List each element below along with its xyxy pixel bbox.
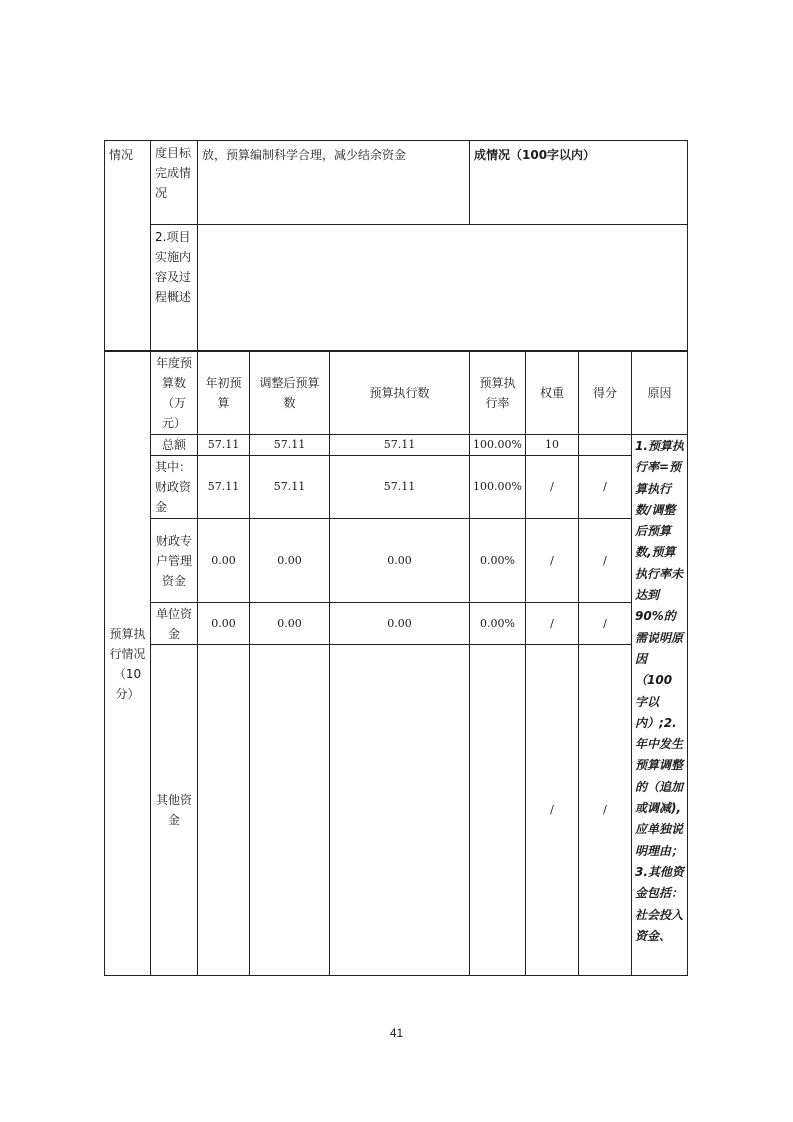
row-total-score xyxy=(579,435,632,456)
row-special-account-initial: 0.00 xyxy=(198,519,250,603)
row-unit-funds-executed: 0.00 xyxy=(330,603,470,645)
implementation-label: 2.项目实施内容及过程概述 xyxy=(151,225,198,351)
header-initial-budget: 年初预算 xyxy=(198,352,250,435)
header-executed: 预算执行数 xyxy=(330,352,470,435)
header-score: 得分 xyxy=(579,352,632,435)
row-unit-funds-label: 单位资金 xyxy=(151,603,198,645)
row-special-account-executed: 0.00 xyxy=(330,519,470,603)
goal-completion-note: 成情况（100字以内） xyxy=(470,141,688,225)
row-unit-funds-rate: 0.00% xyxy=(470,603,526,645)
reason-note: 1.预算执行率=预算执行数/调整后预算数,预算执行率未达到90%的需说明原因（100字以内）;2.年中发生预算调整的（追加或调减),应单独说明理由；3.其他资金包括：社会投入资金、 xyxy=(632,435,688,976)
header-annual-budget: 年度预算数（万元） xyxy=(151,352,198,435)
row-unit-funds-adjusted: 0.00 xyxy=(250,603,330,645)
row-other-funds-initial xyxy=(198,645,250,976)
implementation-content xyxy=(198,225,688,351)
row-unit-funds-initial: 0.00 xyxy=(198,603,250,645)
section-label-situation: 情况 xyxy=(105,141,151,351)
row-other-funds-weight: / xyxy=(526,645,579,976)
row-other-funds-adjusted xyxy=(250,645,330,976)
row-fiscal-weight: / xyxy=(526,456,579,519)
row-total-weight: 10 xyxy=(526,435,579,456)
goal-completion-label: 度目标完成情况 xyxy=(151,141,198,225)
row-special-account-score: / xyxy=(579,519,632,603)
row-unit-funds-weight: / xyxy=(526,603,579,645)
row-other-funds-executed xyxy=(330,645,470,976)
row-other-funds-rate xyxy=(470,645,526,976)
header-adjusted-budget: 调整后预算数 xyxy=(250,352,330,435)
goal-completion-text: 放，预算编制科学合理，减少结余资金 xyxy=(198,141,470,225)
section-label-budget-execution: 预算执行情况（10分） xyxy=(105,352,151,976)
header-reason: 原因 xyxy=(632,352,688,435)
row-other-funds-score: / xyxy=(579,645,632,976)
row-other-funds-label: 其他资金 xyxy=(151,645,198,976)
row-fiscal-adjusted: 57.11 xyxy=(250,456,330,519)
header-execution-rate: 预算执行率 xyxy=(470,352,526,435)
row-total-rate: 100.00% xyxy=(470,435,526,456)
budget-execution-table xyxy=(104,351,688,976)
row-fiscal-label: 其中：财政资金 xyxy=(151,456,198,519)
row-special-account-weight: / xyxy=(526,519,579,603)
row-total-initial: 57.11 xyxy=(198,435,250,456)
page-number: 41 xyxy=(389,1026,404,1040)
row-fiscal-score: / xyxy=(579,456,632,519)
row-fiscal-initial: 57.11 xyxy=(198,456,250,519)
row-total-label: 总额 xyxy=(151,435,198,456)
row-special-account-rate: 0.00% xyxy=(470,519,526,603)
row-special-account-label: 财政专户管理资金 xyxy=(151,519,198,603)
row-special-account-adjusted: 0.00 xyxy=(250,519,330,603)
header-weight: 权重 xyxy=(526,352,579,435)
row-unit-funds-score: / xyxy=(579,603,632,645)
project-overview-table xyxy=(104,140,688,351)
row-total-adjusted: 57.11 xyxy=(250,435,330,456)
row-total-executed: 57.11 xyxy=(330,435,470,456)
row-fiscal-executed: 57.11 xyxy=(330,456,470,519)
row-fiscal-rate: 100.00% xyxy=(470,456,526,519)
